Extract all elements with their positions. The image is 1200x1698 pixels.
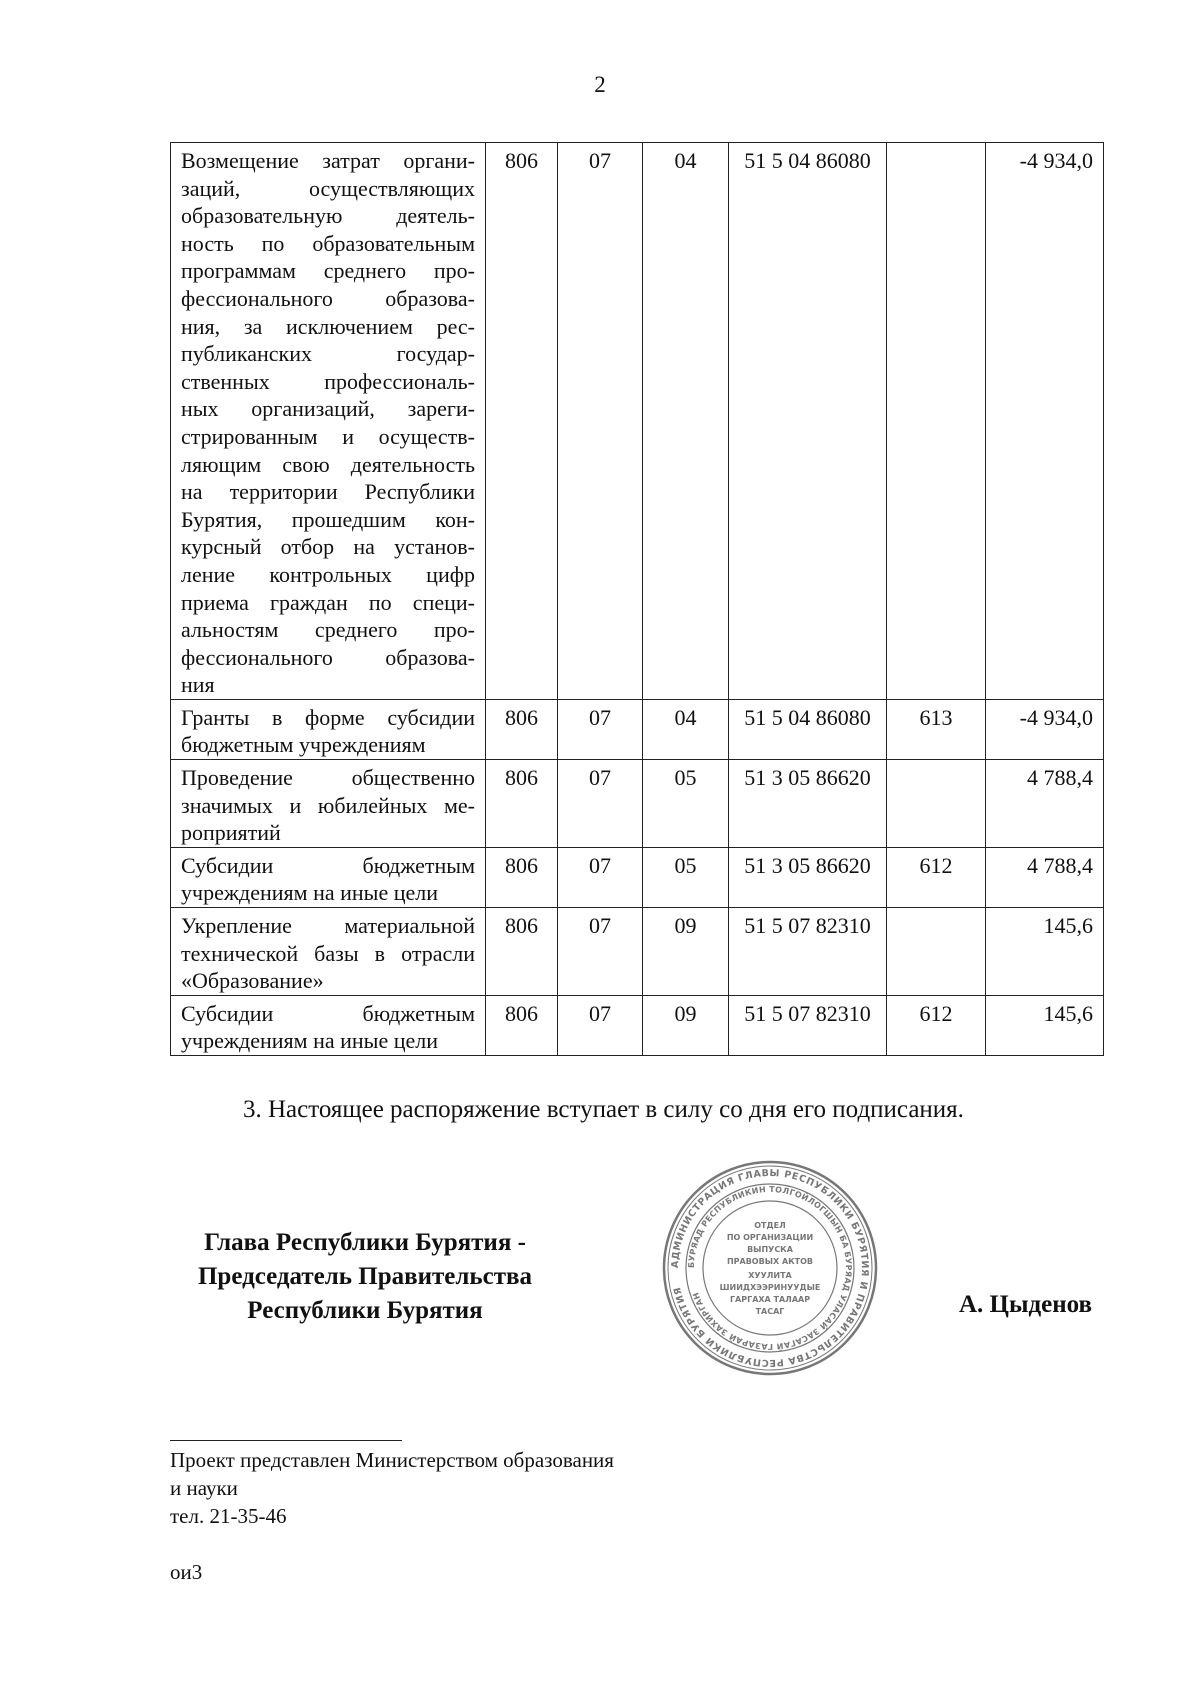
target-article-cell: 51 5 04 86080 [729, 143, 887, 700]
description-cell [171, 760, 486, 848]
seal-outer-text: АДМИНИСТРАЦИЯ ГЛАВЫ РЕСПУБЛИКИ БУРЯТИЯ И ПРАВИТЕЛЬСТВА РЕСПУБЛИКИ БУРЯТИЯ [669, 1167, 871, 1369]
page-number: 2 [594, 72, 606, 97]
seal-center-line: ШИИДХЭЭРИНУУДЫЕ [719, 1283, 821, 1292]
table-row [171, 143, 1104, 700]
description-line: стрированным и осуществ- [181, 423, 475, 449]
description-line: учреждениям на иные цели [181, 1028, 438, 1054]
description-line: образовательную деятель- [181, 203, 475, 229]
description-cell [171, 143, 486, 700]
description-line: технической базы в отрасли [181, 940, 475, 966]
description-line: ния [181, 672, 215, 698]
description-line: бюджетным учреждениям [181, 732, 426, 758]
ministry-code-cell: 806 [486, 760, 558, 848]
description-line: приема граждан по специ- [181, 589, 475, 615]
table-body [171, 143, 1104, 1056]
description-line: роприятий [181, 820, 281, 846]
description-line: Укрепление материальной [181, 913, 475, 939]
expense-type-cell [887, 760, 986, 848]
table-row [171, 760, 1104, 848]
description-cell [171, 847, 486, 907]
expense-type-cell: 613 [887, 699, 986, 759]
description-line: Гранты в форме субсидии [181, 704, 475, 730]
description-line: ственных профессиональ- [181, 368, 475, 394]
description-line: ных организаций, зареги- [181, 396, 475, 422]
description-line: программам среднего про- [181, 258, 475, 284]
seal-center-line: ВЫПУСКА [747, 1245, 793, 1254]
svg-text:АДМИНИСТРАЦИЯ ГЛАВЫ РЕСПУБЛИКИ [670, 1168, 870, 1368]
seal-inner-text: БУРЯАД РЕСПУБЛИКИН ТОЛГОЙЛОГШЫН БА БУРЯАД УЛАСАЙ ЗАСАГАЙ ГАЗАРАЙ ЗАХИРГАН [686, 1184, 854, 1352]
description-line: фессионального образова- [181, 644, 475, 670]
footnote-line: Проект представлен Министерством образования [170, 1448, 614, 1472]
table-row [171, 908, 1104, 996]
budget-table [170, 142, 1104, 1056]
official-seal [660, 1158, 880, 1378]
expense-type-cell: 612 [887, 847, 986, 907]
description-line: ление контрольных цифр [181, 561, 475, 587]
description-line: Возмещение затрат органи- [181, 148, 475, 173]
section-code-cell: 07 [558, 699, 643, 759]
section-code-cell: 07 [558, 760, 643, 848]
document-code: ои3 [170, 1560, 203, 1584]
signatory-title-line: Председатель Правительства [197, 1263, 533, 1290]
seal-center-line: ТАСАГ [755, 1307, 785, 1316]
footnote-divider [170, 1440, 402, 1441]
ministry-code-cell: 806 [486, 699, 558, 759]
description-line: ляющим свою деятельность [181, 451, 475, 477]
amount-cell: 4 788,4 [986, 847, 1104, 907]
signatory-title [170, 1226, 560, 1328]
description-cell [171, 908, 486, 996]
description-line: Субсидии бюджетным [181, 1000, 475, 1026]
subsection-code-cell: 05 [643, 847, 729, 907]
table-row [171, 995, 1104, 1055]
amount-cell: 4 788,4 [986, 760, 1104, 848]
section-code-cell: 07 [558, 995, 643, 1055]
signatory-title-line: Республики Бурятия [247, 1297, 483, 1324]
description-line: «Образование» [181, 968, 324, 994]
target-article-cell: 51 5 04 86080 [729, 699, 887, 759]
description-line: ность по образовательным [181, 230, 475, 256]
description-line: альностям среднего про- [181, 617, 475, 643]
table-row [171, 699, 1104, 759]
description-line: заций, осуществляющих [181, 175, 475, 201]
target-article-cell: 51 5 07 82310 [729, 995, 887, 1055]
seal-center-line: ПРАВОВЫХ АКТОВ [726, 1257, 814, 1266]
subsection-code-cell: 04 [643, 699, 729, 759]
footnote [170, 1446, 614, 1530]
seal-center-line: ХУУЛИТА [748, 1271, 792, 1280]
ministry-code-cell: 806 [486, 143, 558, 700]
description-line: Субсидии бюджетным [181, 852, 475, 878]
description-line: фессионального образова- [181, 285, 475, 311]
footnote-line: и науки [170, 1476, 238, 1500]
description-line: значимых и юбилейных ме- [181, 792, 475, 818]
target-article-cell: 51 3 05 86620 [729, 847, 887, 907]
section-code-cell: 07 [558, 143, 643, 700]
amount-cell: 145,6 [986, 908, 1104, 996]
seal-center-line: ГАРГАХА ТАЛААР [729, 1295, 811, 1304]
amount-cell: 145,6 [986, 995, 1104, 1055]
subsection-code-cell: 09 [643, 908, 729, 996]
expense-type-cell [887, 908, 986, 996]
svg-text:БУРЯАД РЕСПУБЛИКИН ТОЛГОЙЛОГШЫ [687, 1185, 853, 1353]
closing-clause: 3. Настоящее распоряжение вступает в силу со дня его подписания. [243, 1096, 964, 1123]
seal-center-line: ОТДЕЛ [754, 1221, 786, 1230]
description-line: курсный отбор на установ- [181, 534, 475, 560]
description-line: Бурятия, прошедшим кон- [181, 506, 475, 532]
amount-cell: -4 934,0 [986, 143, 1104, 700]
description-line: ния, за исключением рес- [181, 313, 475, 339]
subsection-code-cell: 09 [643, 995, 729, 1055]
target-article-cell: 51 5 07 82310 [729, 908, 887, 996]
target-article-cell: 51 3 05 86620 [729, 760, 887, 848]
subsection-code-cell: 04 [643, 143, 729, 700]
description-line: учреждениям на иные цели [181, 880, 438, 906]
description-line: на территории Республики [181, 479, 475, 505]
footnote-line: тел. 21-35-46 [170, 1504, 287, 1528]
signatory-name: А. Цыденов [958, 1291, 1092, 1318]
expense-type-cell: 612 [887, 995, 986, 1055]
expense-type-cell [887, 143, 986, 700]
seal-center-line: ПО ОРГАНИЗАЦИИ [726, 1233, 814, 1242]
description-line: Проведение общественно [181, 765, 475, 791]
amount-cell: -4 934,0 [986, 699, 1104, 759]
description-cell [171, 699, 486, 759]
description-cell [171, 995, 486, 1055]
description-line: публиканских государ- [181, 341, 475, 367]
subsection-code-cell: 05 [643, 760, 729, 848]
ministry-code-cell: 806 [486, 908, 558, 996]
section-code-cell: 07 [558, 908, 643, 996]
signatory-title-line: Глава Республики Бурятия - [204, 1229, 526, 1256]
ministry-code-cell: 806 [486, 995, 558, 1055]
ministry-code-cell: 806 [486, 847, 558, 907]
section-code-cell: 07 [558, 847, 643, 907]
table-row [171, 847, 1104, 907]
